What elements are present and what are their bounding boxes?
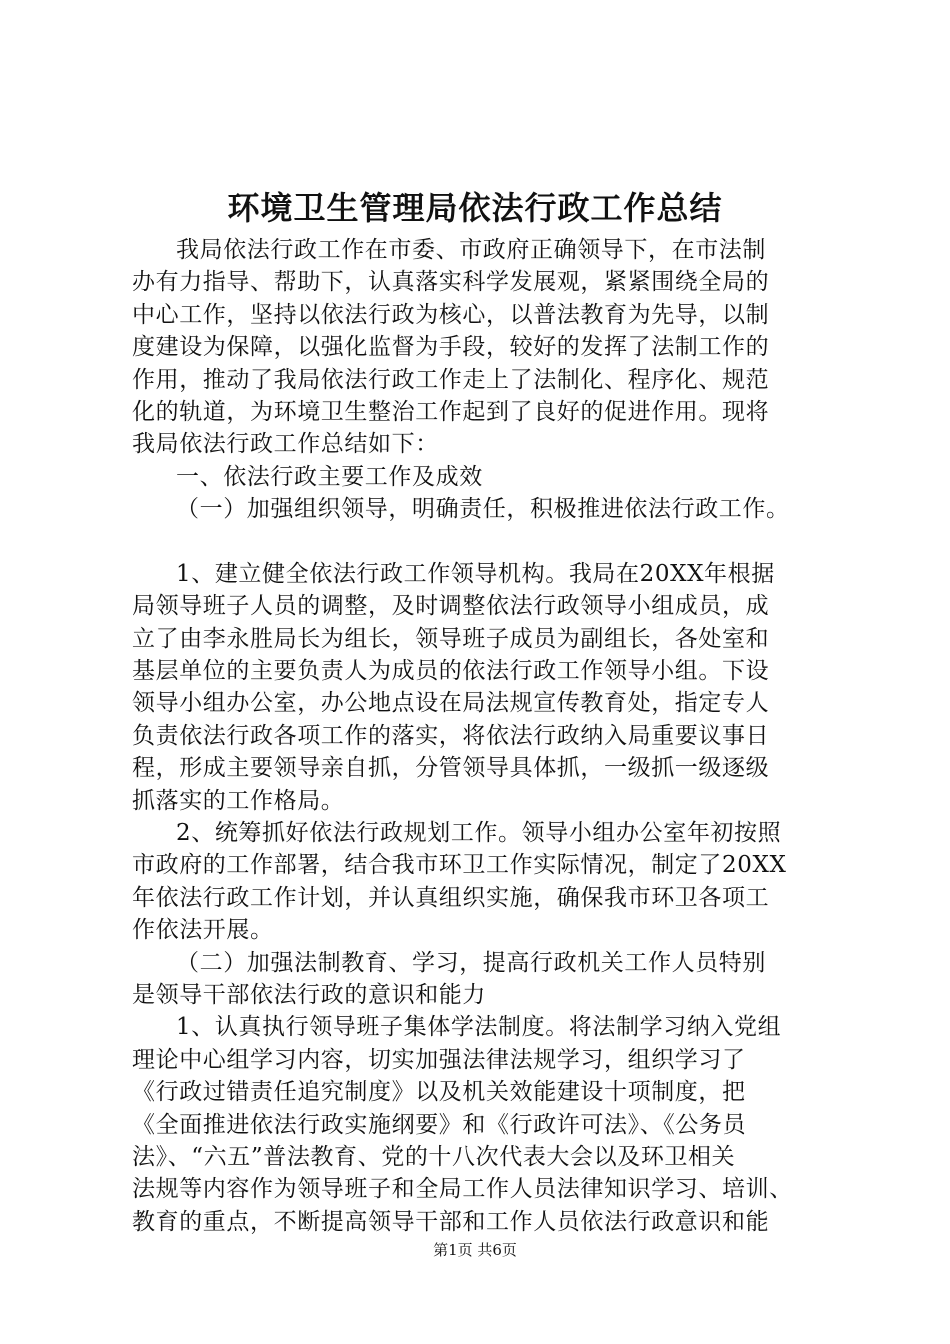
text-line: 教育的重点，不断提高领导干部和工作人员依法行政意识和能 xyxy=(132,1208,770,1235)
text-line: 1、建立健全依法行政工作领导机构。我局在20XX年根据 xyxy=(176,560,775,587)
text-line: 《行政过错责任追究制度》以及机关效能建设十项制度，把 xyxy=(132,1079,746,1106)
text-line: （一）加强组织领导，明确责任，积极推进依法行政工作。 xyxy=(176,496,790,523)
page-footer: 第1页 共6页 xyxy=(433,1241,517,1259)
text-line: 1、认真执行领导班子集体学法制度。将法制学习纳入党组 xyxy=(176,1014,782,1041)
text-line: 中心工作，坚持以依法行政为核心，以普法教育为先导，以制 xyxy=(132,301,770,328)
text-line: 抓落实的工作格局。 xyxy=(132,787,345,814)
text-line: 年依法行政工作计划，并认真组织实施，确保我市环卫各项工 xyxy=(132,884,770,911)
text-line: 作依法开展。 xyxy=(132,917,274,944)
text-line: 法》、“六五”普法教育、党的十八次代表大会以及环卫相关 xyxy=(132,1143,736,1170)
text-line: 办有力指导、帮助下，认真落实科学发展观，紧紧围绕全局的 xyxy=(132,269,770,296)
text-line: （二）加强法制教育、学习，提高行政机关工作人员特别 xyxy=(176,949,766,976)
text-line: 是领导干部依法行政的意识和能力 xyxy=(132,981,486,1008)
text-line: 2、统筹抓好依法行政规划工作。领导小组办公室年初按照 xyxy=(176,820,782,847)
paragraph-spacer xyxy=(132,526,836,558)
text-line: 《全面推进依法行政实施纲要》和《行政许可法》、《公务员 xyxy=(132,1111,747,1138)
text-line: 理论中心组学习内容，切实加强法律法规学习，组织学习了 xyxy=(132,1046,746,1073)
text-line: 领导小组办公室，办公地点设在局法规宣传教育处，指定专人 xyxy=(132,690,770,717)
text-line: 程，形成主要领导亲自抓，分管领导具体抓，一级抓一级逐级 xyxy=(132,755,770,782)
text-line: 负责依法行政各项工作的落实，将依法行政纳入局重要议事日 xyxy=(132,722,770,749)
text-line: 局领导班子人员的调整，及时调整依法行政领导小组成员，成 xyxy=(132,593,770,620)
text-line: 法规等内容作为领导班子和全局工作人员法律知识学习、培训、 xyxy=(132,1176,793,1203)
text-line: 市政府的工作部署，结合我市环卫工作实际情况，制定了20XX xyxy=(132,852,787,879)
text-line: 我局依法行政工作在市委、市政府正确领导下，在市法制 xyxy=(176,237,766,263)
text-line: 基层单位的主要负责人为成员的依法行政工作领导小组。下设 xyxy=(132,658,770,685)
document-body xyxy=(132,234,836,1238)
text-line: 作用，推动了我局依法行政工作走上了法制化、程序化、规范 xyxy=(132,366,770,393)
text-line: 度建设为保障，以强化监督为手段，较好的发挥了法制工作的 xyxy=(132,334,770,361)
text-line: 化的轨道，为环境卫生整治工作起到了良好的促进作用。现将 xyxy=(132,398,770,425)
text-line: 一、依法行政主要工作及成效 xyxy=(176,463,483,490)
text-line: 立了由李永胜局长为组长，领导班子成员为副组长，各处室和 xyxy=(132,625,770,652)
text-line: 我局依法行政工作总结如下： xyxy=(132,431,439,458)
document-title: 环境卫生管理局依法行政工作总结 xyxy=(227,189,723,227)
